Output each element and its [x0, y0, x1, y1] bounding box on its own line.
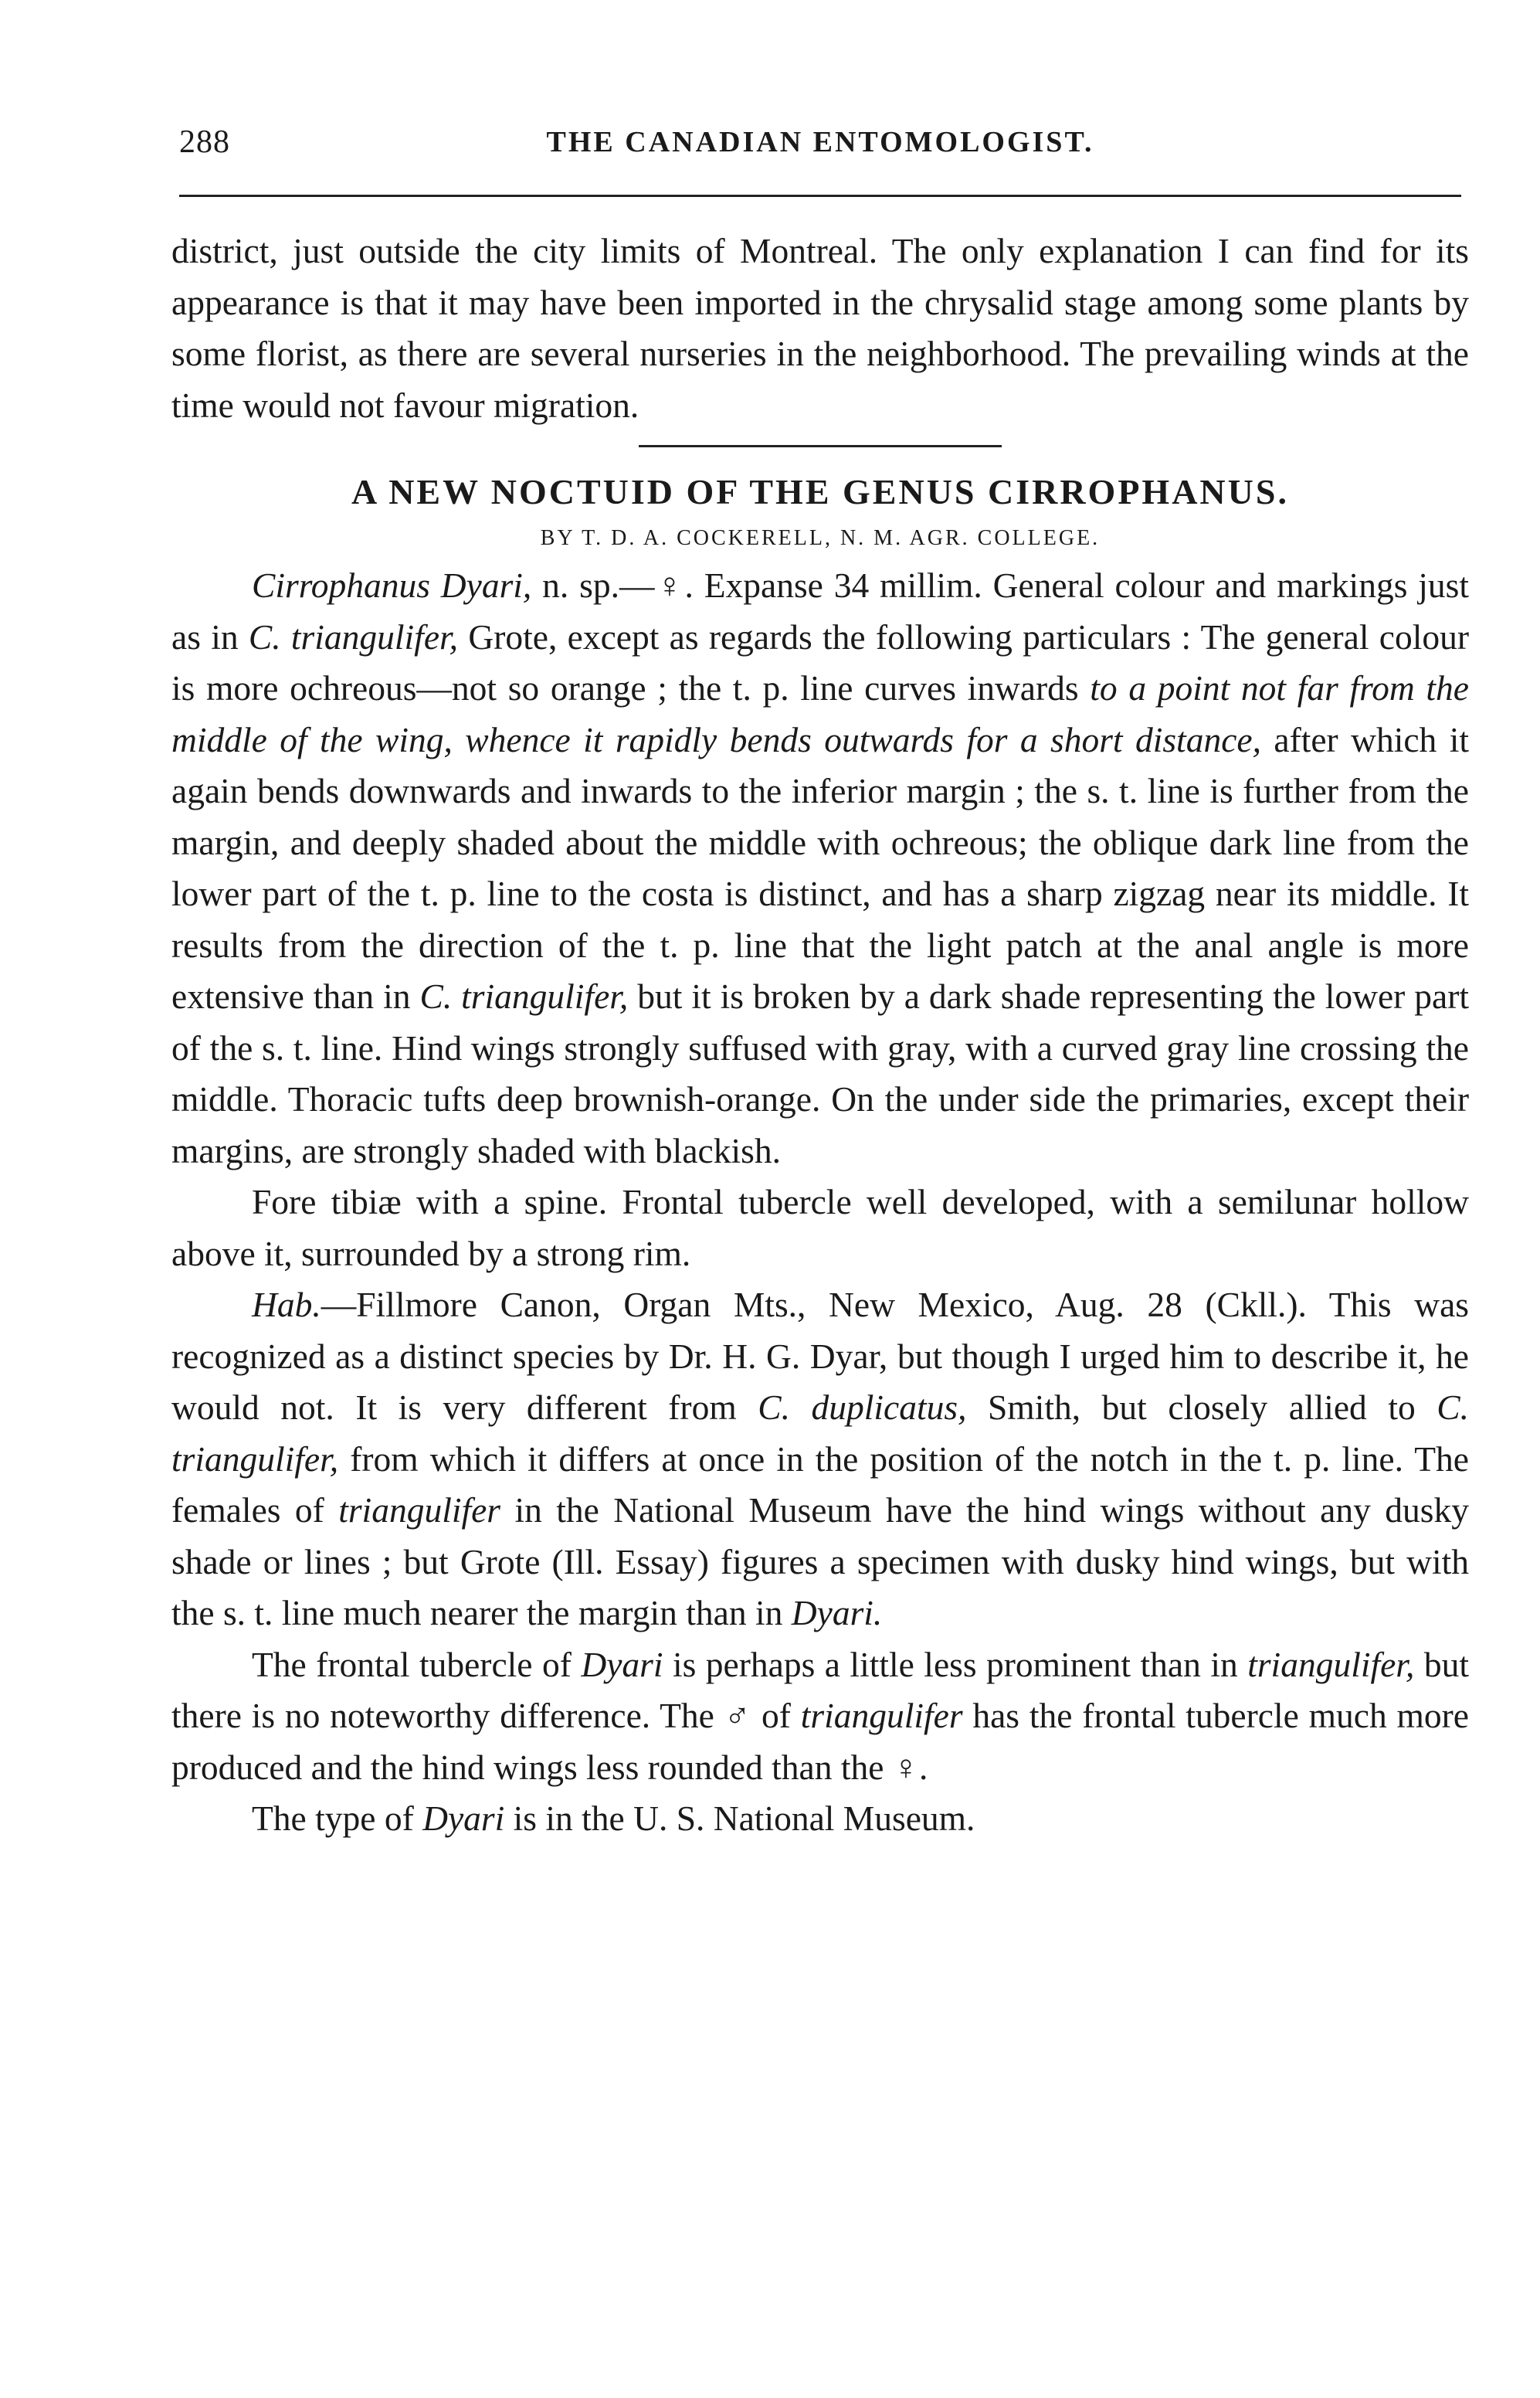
- tibiae-paragraph: Fore tibiæ with a spine. Frontal tubercle well developed, with a semilunar hollow above it, surrounded by a strong rim.: [171, 1182, 1469, 1273]
- species-description: Cirrophanus Dyari, n. sp.—♀. Expanse 34 millim. General colour and markings just as in C. triangulifer, Grote, except as regards the following particulars : The general colour is more ochreous—not so orange ; the t. p. line curves inwards to a point not far from the middle of the wing, whence it rapidly bends outwards for a short distance, after which it again bends downwards and inwards to the inferior margin ; the s. t. line is further from the margin, and deeply shaded about the middle with ochreous; the oblique dark line from the lower part of the t. p. line to the costa is distinct, and has a sharp zigzag near its middle. It results from the direction of the t. p. line that the light patch at the anal angle is more extensive than in C. triangulifer, but it is broken by a dark shade representing the lower part of the s. t. line. Hind wings strongly suffused with gray, with a curved gray line crossing the middle. Thoracic tufts deep brownish-orange. On the under side the primaries, except their margins, are strongly shaded with blackish.: [171, 566, 1470, 1170]
- page-number: 288: [179, 124, 230, 160]
- page-body: [171, 226, 1469, 1845]
- species-name: Cirrophanus Dyari,: [252, 566, 532, 605]
- page-header: [171, 124, 1469, 170]
- type-location-paragraph: The type of Dyari is in the U. S. National Museum.: [252, 1798, 975, 1838]
- hab-label: Hab.: [252, 1285, 321, 1324]
- emphasis-phrase: to a point not far from the middle of the wing, whence it rapidly bends outwards for a short distance,: [171, 668, 1469, 759]
- running-title: THE CANADIAN ENTOMOLOGIST.: [546, 126, 1094, 158]
- frontal-tubercle-paragraph: The frontal tubercle of Dyari is perhaps a little less prominent than in triangulifer, but there is no noteworthy difference. The ♂ of triangulifer has the frontal tubercle much more produced and the hind wings less rounded than the ♀.: [171, 1644, 1469, 1787]
- habitat-paragraph: Hab.—Fillmore Canon, Organ Mts., New Mexico, Aug. 28 (Ckll.). This was recognized as a distinct species by Dr. H. G. Dyar, but though I urged him to describe it, he would not. It is very different from C. duplicatus, Smith, but closely allied to C. triangulifer, from which it differs at once in the position of the notch in the t. p. line. The females of triangulifer in the National Museum have the hind wings without any dusky shade or lines ; but Grote (Ill. Essay) figures a specimen with dusky hind wings, but with the s. t. line much nearer the margin than in Dyari.: [171, 1285, 1469, 1632]
- article-byline: BY T. D. A. COCKERELL, N. M. AGR. COLLEGE.: [540, 526, 1101, 550]
- header-rule: [179, 195, 1461, 197]
- section-divider: [639, 445, 1002, 447]
- article-title: A NEW NOCTUID OF THE GENUS CIRROPHANUS.: [351, 472, 1289, 511]
- continued-paragraph: district, just outside the city limits of Montreal. The only explanation I can find for its appearance is that it may have been imported in the chrysalid stage among some plants by some florist, as there are several nurseries in the neighborhood. The prevailing winds at the time would not favour migration.: [171, 231, 1469, 425]
